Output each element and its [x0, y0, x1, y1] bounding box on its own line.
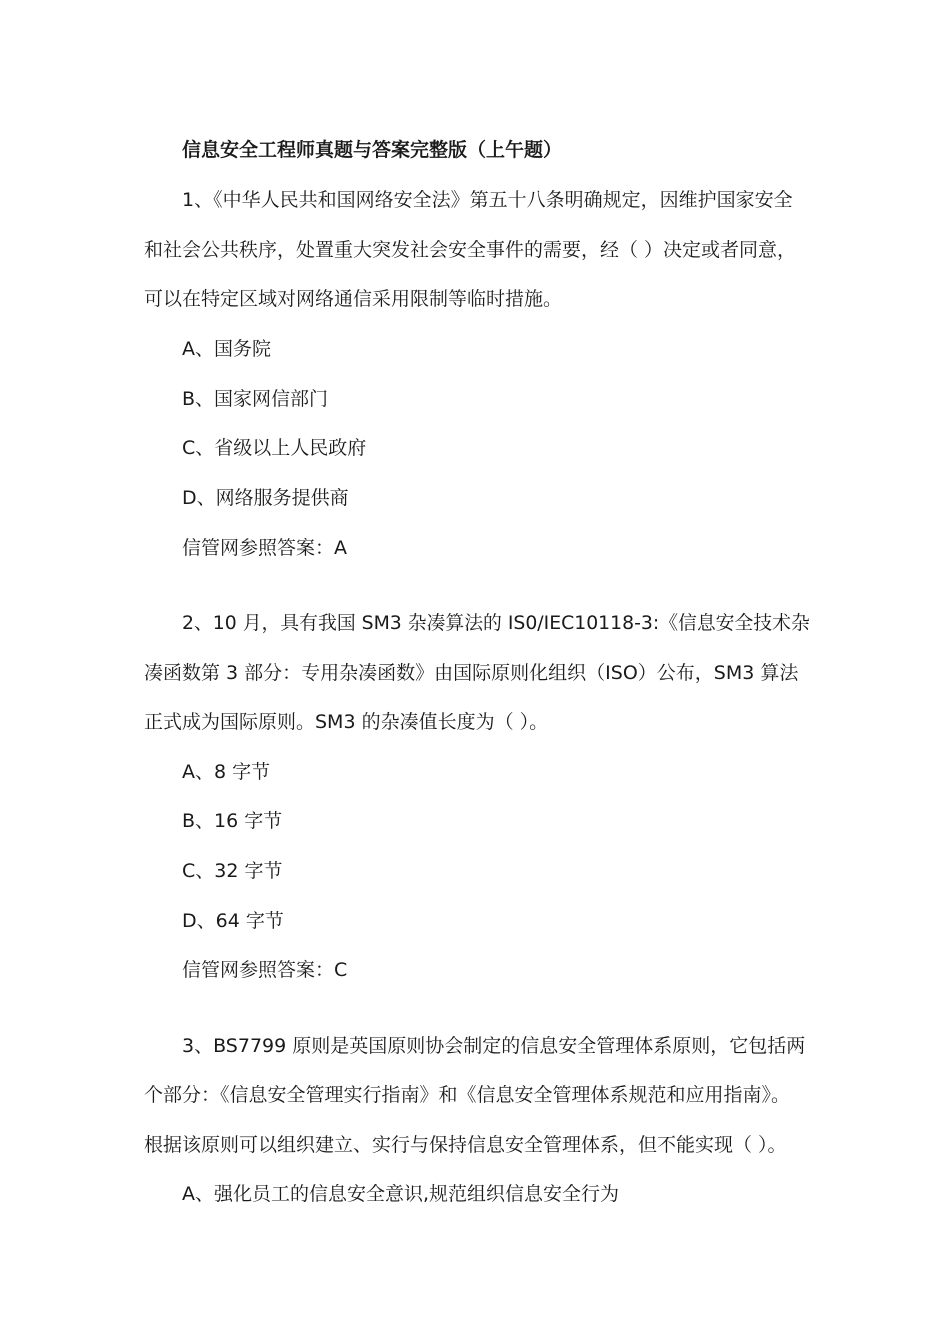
q2-option-d: D、64 字节 — [182, 910, 284, 932]
q2-option-a: A、8 字节 — [182, 761, 271, 783]
q1-answer: 信管网参照答案：A — [182, 537, 347, 559]
q1-option-c: C、省级以上人民政府 — [182, 437, 367, 459]
q3-text-line-1: 3、BS7799 原则是英国原则协会制定的信息安全管理体系原则，它包括两 — [182, 1035, 806, 1057]
q2-answer: 信管网参照答案：C — [182, 959, 348, 981]
q1-option-d: D、网络服务提供商 — [182, 487, 349, 509]
q1-option-b: B、国家网信部门 — [182, 388, 329, 410]
q1-text-line-1: 1、《中华人民共和国网络安全法》第五十八条明确规定，因维护国家安全 — [182, 189, 793, 211]
q3-text-line-2: 个部分：《信息安全管理实行指南》和《信息安全管理体系规范和应用指南》。 — [144, 1084, 791, 1106]
q2-option-b: B、16 字节 — [182, 810, 283, 832]
q1-text-line-3: 可以在特定区域对网络通信采用限制等临时措施。 — [144, 288, 563, 310]
document-title: 信息安全工程师真题与答案完整版（上午题） — [182, 139, 563, 161]
q2-text-line-1: 2、10 月，具有我国 SM3 杂凑算法的 IS0/IEC10118-3:《信息安全技术杂 — [182, 612, 810, 634]
q3-option-a: A、强化员工的信息安全意识,规范组织信息安全行为 — [182, 1183, 620, 1205]
q2-text-line-3: 正式成为国际原则。SM3 的杂凑值长度为（ ）。 — [144, 711, 549, 733]
q1-text-line-2: 和社会公共秩序，处置重大突发社会安全事件的需要，经（ ）决定或者同意， — [144, 239, 797, 261]
q2-text-line-2: 凑函数第 3 部分：专用杂凑函数》由国际原则化组织（ISO）公布，SM3 算法 — [144, 662, 799, 684]
q2-option-c: C、32 字节 — [182, 860, 283, 882]
q1-option-a: A、国务院 — [182, 338, 271, 360]
q3-text-line-3: 根据该原则可以组织建立、实行与保持信息安全管理体系，但不能实现（ ）。 — [144, 1134, 787, 1156]
